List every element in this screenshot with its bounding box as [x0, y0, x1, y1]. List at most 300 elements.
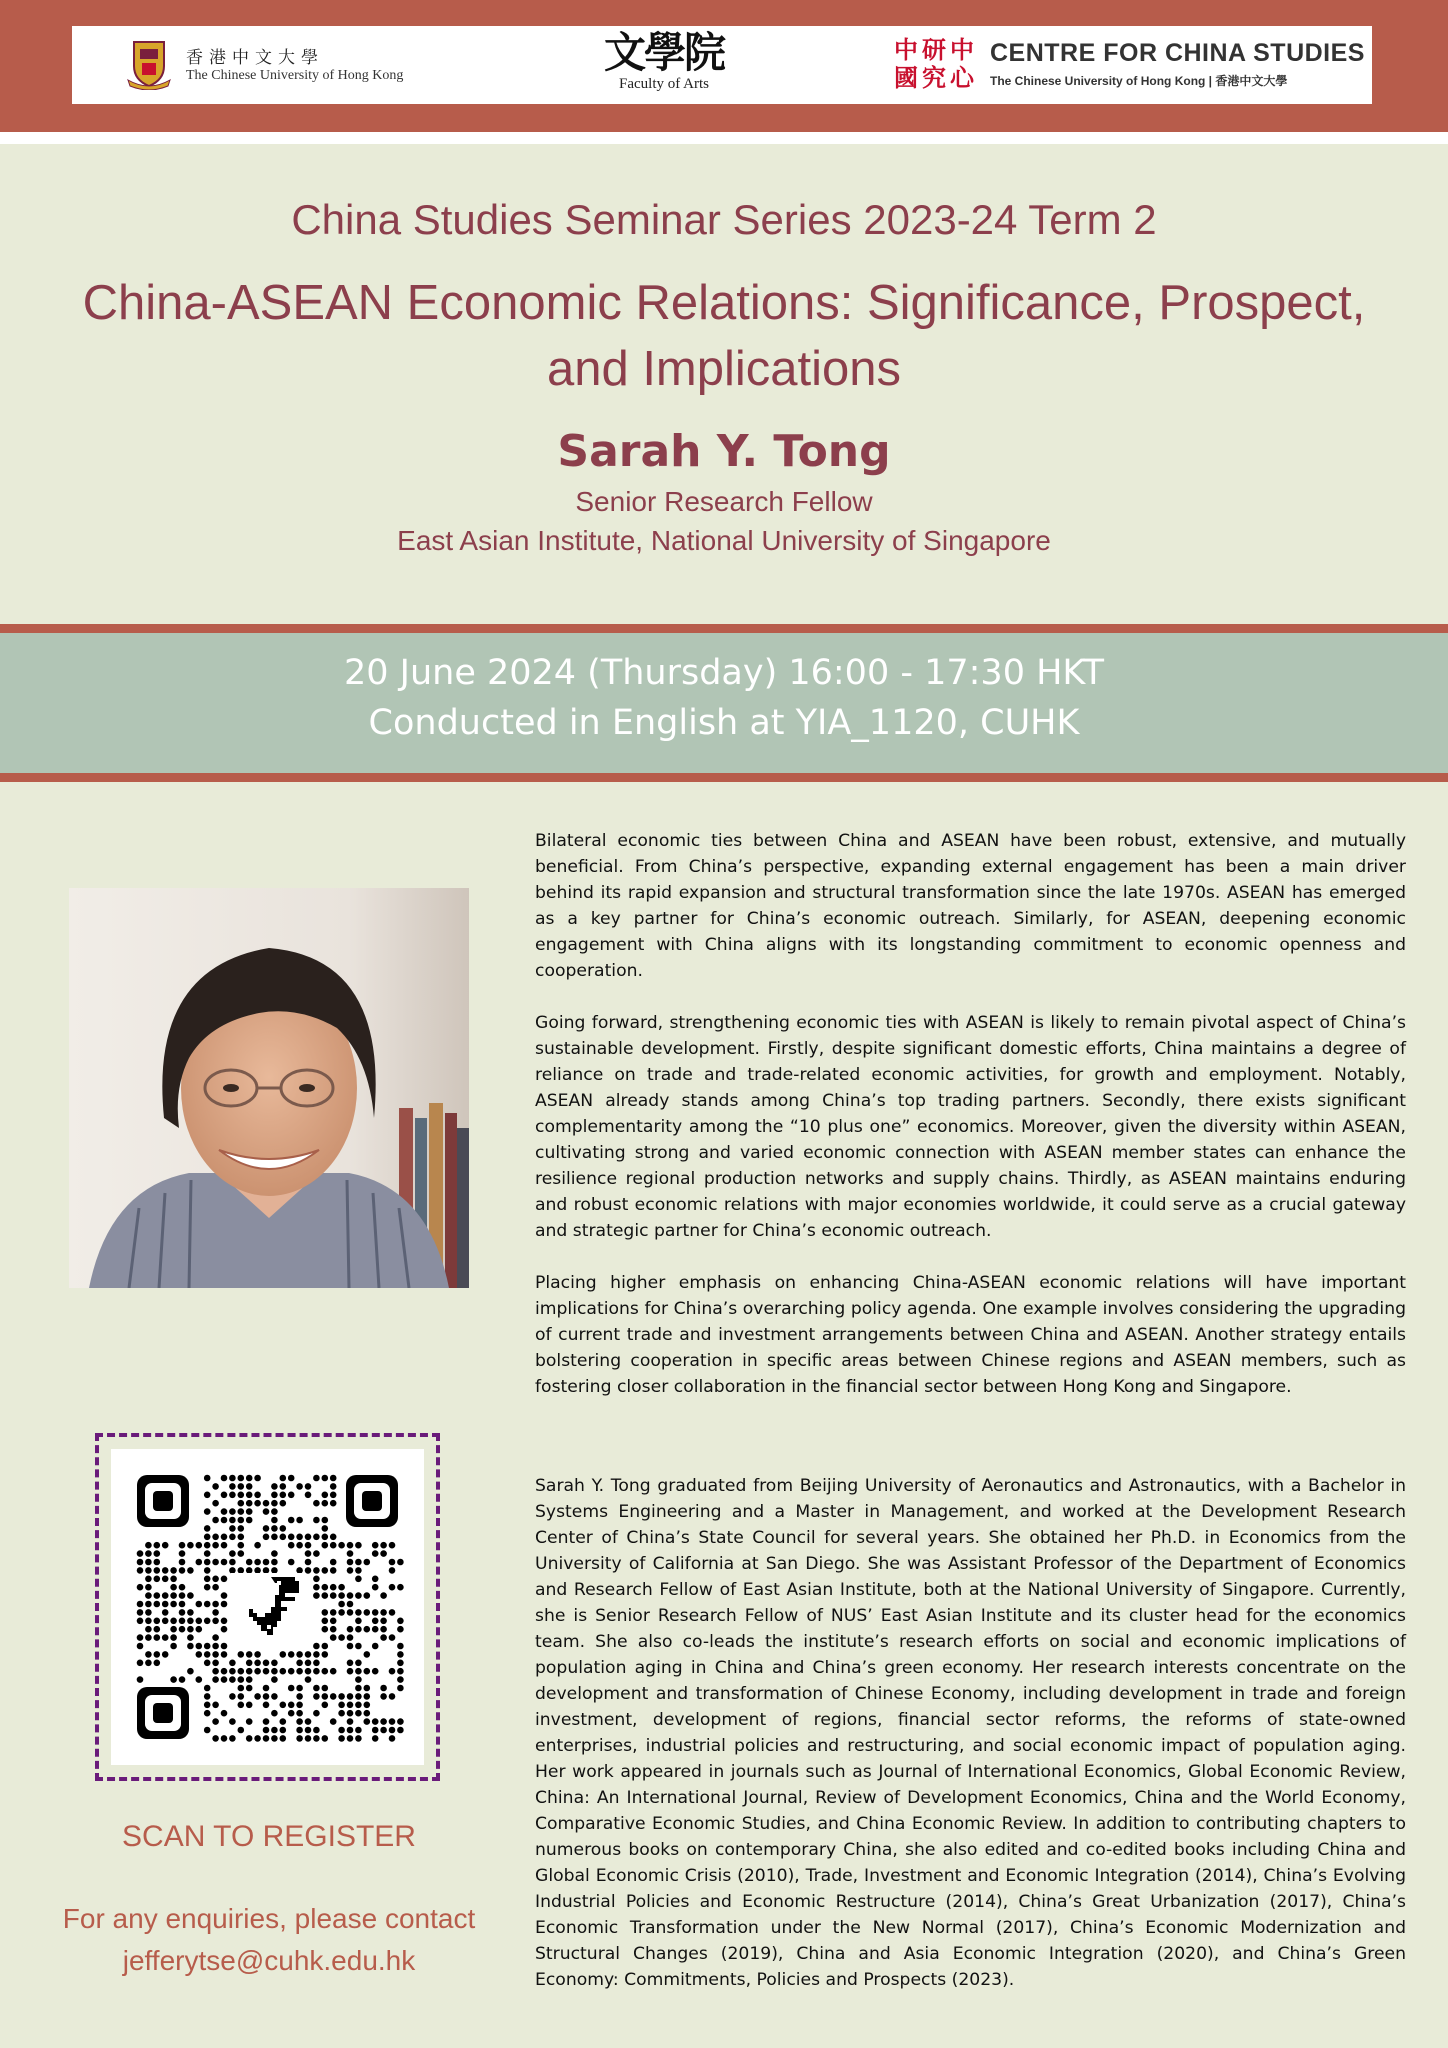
qr-module	[288, 1534, 295, 1541]
qr-module	[330, 1618, 337, 1625]
qr-module	[170, 1576, 177, 1583]
qr-module	[196, 1651, 203, 1658]
speaker-organization: East Asian Institute, National University of Singapore	[397, 525, 1051, 556]
qr-module	[364, 1693, 371, 1700]
qr-module	[238, 1651, 245, 1658]
qr-module	[313, 1651, 320, 1658]
qr-module	[347, 1727, 354, 1734]
qr-module	[380, 1693, 387, 1700]
qr-module	[263, 1500, 270, 1507]
qr-module	[187, 1643, 194, 1650]
qr-module	[280, 1735, 287, 1742]
qr-module	[296, 1693, 303, 1700]
qr-module	[330, 1475, 337, 1482]
qr-module	[296, 1567, 303, 1574]
qr-module	[212, 1651, 219, 1658]
qr-module	[246, 1483, 253, 1490]
qr-module	[347, 1668, 354, 1675]
qr-module	[271, 1508, 278, 1515]
qr-module	[162, 1567, 169, 1574]
qr-module	[296, 1702, 303, 1709]
ccs-subtitle: The Chinese University of Hong Kong | 香港中文大學	[990, 74, 1288, 88]
abstract	[535, 828, 1406, 1426]
qr-module	[154, 1601, 161, 1608]
qr-module	[322, 1500, 329, 1507]
qr-module	[204, 1508, 211, 1515]
qr-module	[313, 1592, 320, 1599]
qr-module	[296, 1727, 303, 1734]
qr-module	[364, 1592, 371, 1599]
qr-module	[137, 1643, 144, 1650]
qr-module	[187, 1592, 194, 1599]
qr-module	[322, 1542, 329, 1549]
qr-module	[355, 1542, 362, 1549]
qr-module	[288, 1542, 295, 1549]
abstract-paragraph: Placing higher emphasis on enhancing China-ASEAN economic relations will have important implications for China’s overarching policy agenda. One example involves considering the upgrading of current trade and investment arrangements between China and ASEAN. Another strategy entails bolstering cooperation in specific areas between Chinese regions and ASEAN members, such as fostering closer collaboration in the financial sector between Hong Kong and Singapore.	[535, 1273, 1406, 1397]
qr-module	[204, 1567, 211, 1574]
qr-module	[137, 1618, 144, 1625]
arts-logo-glyphs: 文學院	[604, 28, 725, 77]
qr-module	[221, 1517, 228, 1524]
qr-module	[347, 1718, 354, 1725]
qr-module	[221, 1626, 228, 1633]
qr-module	[330, 1492, 337, 1499]
qr-module	[162, 1601, 169, 1608]
date-band	[0, 633, 1448, 773]
qr-module	[389, 1584, 396, 1591]
qr-module	[355, 1735, 362, 1742]
ccs-mark-char: 中	[894, 36, 918, 64]
qr-module	[187, 1668, 194, 1675]
qr-module	[322, 1693, 329, 1700]
qr-module	[355, 1618, 362, 1625]
logo-strip	[72, 26, 1372, 104]
event-datetime: 20 June 2024 (Thursday) 16:00 - 17:30 HKT	[343, 653, 1105, 693]
qr-module	[263, 1727, 270, 1734]
qr-module	[229, 1668, 236, 1675]
qr-module	[347, 1693, 354, 1700]
qr-module	[338, 1735, 345, 1742]
qr-module	[204, 1542, 211, 1549]
qr-module	[355, 1609, 362, 1616]
qr-module	[271, 1559, 278, 1566]
qr-module	[212, 1500, 219, 1507]
qr-module	[380, 1550, 387, 1557]
qr-module	[212, 1643, 219, 1650]
registration-qr-code[interactable]	[111, 1449, 424, 1765]
qr-module	[364, 1668, 371, 1675]
qr-module	[313, 1710, 320, 1717]
qr-module	[372, 1643, 379, 1650]
qr-module	[145, 1576, 152, 1583]
qr-module	[347, 1542, 354, 1549]
qr-module	[154, 1634, 161, 1641]
qr-module	[154, 1626, 161, 1633]
qr-module	[254, 1567, 261, 1574]
qr-module	[137, 1567, 144, 1574]
qr-module	[280, 1702, 287, 1709]
qr-module	[338, 1710, 345, 1717]
qr-module	[322, 1643, 329, 1650]
qr-module	[154, 1618, 161, 1625]
qr-module	[389, 1542, 396, 1549]
qr-module	[246, 1651, 253, 1658]
qr-module	[254, 1500, 261, 1507]
qr-module	[271, 1567, 278, 1574]
qr-module	[204, 1475, 211, 1482]
qr-module	[296, 1651, 303, 1658]
qr-module	[355, 1576, 362, 1583]
qr-module	[397, 1626, 404, 1633]
qr-module	[313, 1693, 320, 1700]
qr-module	[288, 1702, 295, 1709]
qr-module	[162, 1592, 169, 1599]
qr-module	[246, 1500, 253, 1507]
qr-module	[196, 1643, 203, 1650]
qr-module	[238, 1727, 245, 1734]
qr-module	[364, 1559, 371, 1566]
cuhk-crest-icon	[124, 36, 174, 90]
qr-module	[229, 1559, 236, 1566]
qr-module	[221, 1492, 228, 1499]
qr-module	[221, 1651, 228, 1658]
qr-module	[263, 1660, 270, 1667]
qr-module	[364, 1609, 371, 1616]
qr-module	[254, 1559, 261, 1566]
qr-module	[305, 1492, 312, 1499]
qr-module	[355, 1626, 362, 1633]
qr-module	[196, 1676, 203, 1683]
qr-module	[137, 1584, 144, 1591]
qr-module	[338, 1634, 345, 1641]
qr-module	[389, 1609, 396, 1616]
qr-module	[305, 1534, 312, 1541]
qr-module	[355, 1559, 362, 1566]
qr-module	[397, 1651, 404, 1658]
qr-module	[355, 1710, 362, 1717]
qr-module	[238, 1525, 245, 1532]
qr-module	[372, 1584, 379, 1591]
qr-module	[229, 1508, 236, 1515]
qr-module	[263, 1685, 270, 1692]
qr-module	[313, 1534, 320, 1541]
cuhk-name-en: The Chinese University of Hong Kong	[186, 67, 404, 83]
qr-module	[372, 1727, 379, 1734]
qr-module	[288, 1517, 295, 1524]
ccs-mark-char: 究	[922, 64, 946, 92]
qr-module	[355, 1727, 362, 1734]
qr-module	[313, 1517, 320, 1524]
qr-module	[397, 1618, 404, 1625]
qr-module	[179, 1609, 186, 1616]
qr-module	[221, 1601, 228, 1608]
qr-module	[162, 1618, 169, 1625]
qr-module	[397, 1718, 404, 1725]
qr-module	[330, 1534, 337, 1541]
qr-module	[313, 1660, 320, 1667]
qr-module	[145, 1651, 152, 1658]
qr-module	[347, 1735, 354, 1742]
qr-module	[263, 1668, 270, 1675]
qr-module	[229, 1718, 236, 1725]
qr-module	[263, 1735, 270, 1742]
qr-module	[372, 1618, 379, 1625]
qr-module	[212, 1609, 219, 1616]
qr-module	[179, 1601, 186, 1608]
qr-module	[397, 1676, 404, 1683]
qr-module	[221, 1542, 228, 1549]
qr-module	[280, 1668, 287, 1675]
qr-module	[145, 1634, 152, 1641]
qr-module	[254, 1668, 261, 1675]
qr-module	[288, 1651, 295, 1658]
event-venue: Conducted in English at YIA_1120, CUHK	[368, 703, 1080, 743]
qr-module	[355, 1660, 362, 1667]
header-divider	[0, 132, 1448, 144]
qr-module	[212, 1559, 219, 1566]
qr-module	[288, 1559, 295, 1566]
qr-module	[145, 1618, 152, 1625]
abstract-paragraph: Going forward, strengthening economic ties with ASEAN is likely to remain pivotal aspect of China’s sustainable development. Firstly, despite significant domestic efforts, China maintains a degree of reliance on trade and trade-related economic activities, for growth and employment. Notably, ASEAN already stands among China’s top trading partners. Secondly, there exists significant complementarity among the “10 plus one” economics. Moreover, given the diversity within ASEAN, cultivating strong and varied economic connection with ASEAN member states can enhance the resilience regional production networks and supply chains. Thirdly, as ASEAN maintains enduring and robust economic relations with major economies worldwide, it could serve as a crucial gateway and strategic partner for China’s economic outreach.	[535, 1013, 1406, 1241]
qr-module	[305, 1660, 312, 1667]
ccs-mark-char: 中	[950, 36, 974, 64]
qr-module	[238, 1550, 245, 1557]
qr-module	[364, 1685, 371, 1692]
qr-module	[364, 1626, 371, 1633]
qr-module	[263, 1525, 270, 1532]
qr-module	[305, 1651, 312, 1658]
qr-module	[221, 1668, 228, 1675]
qr-module	[170, 1567, 177, 1574]
qr-module	[254, 1492, 261, 1499]
qr-module	[313, 1550, 320, 1557]
qr-module	[179, 1626, 186, 1633]
qr-module	[263, 1559, 270, 1566]
qr-module	[246, 1702, 253, 1709]
qr-module	[330, 1693, 337, 1700]
qr-module	[330, 1584, 337, 1591]
qr-module	[212, 1634, 219, 1641]
qr-module	[137, 1609, 144, 1616]
qr-module	[389, 1718, 396, 1725]
qr-module	[355, 1668, 362, 1675]
qr-module	[355, 1676, 362, 1683]
qr-module	[137, 1676, 144, 1683]
qr-module	[238, 1542, 245, 1549]
qr-code-icon[interactable]	[111, 1449, 424, 1765]
qr-module	[296, 1685, 303, 1692]
qr-module	[296, 1710, 303, 1717]
qr-module	[389, 1735, 396, 1742]
qr-module	[355, 1567, 362, 1574]
ccs-mark	[892, 36, 976, 92]
qr-module	[170, 1676, 177, 1683]
qr-module	[364, 1702, 371, 1709]
qr-module	[145, 1601, 152, 1608]
qr-module	[355, 1685, 362, 1692]
qr-module	[154, 1559, 161, 1566]
qr-module	[397, 1584, 404, 1591]
speaker-photo	[69, 888, 469, 1288]
qr-module	[204, 1550, 211, 1557]
qr-module	[347, 1609, 354, 1616]
qr-module	[347, 1710, 354, 1717]
qr-module	[280, 1492, 287, 1499]
qr-module	[170, 1601, 177, 1608]
qr-module	[204, 1618, 211, 1625]
qr-module	[347, 1702, 354, 1709]
qr-module	[154, 1592, 161, 1599]
qr-module	[204, 1534, 211, 1541]
qr-module	[322, 1685, 329, 1692]
qr-module	[372, 1626, 379, 1633]
qr-module	[347, 1592, 354, 1599]
qr-module	[137, 1634, 144, 1641]
qr-module	[221, 1735, 228, 1742]
qr-module	[330, 1668, 337, 1675]
qr-module	[204, 1643, 211, 1650]
qr-module	[229, 1550, 236, 1557]
qr-module	[338, 1542, 345, 1549]
qr-module	[271, 1676, 278, 1683]
qr-module	[355, 1592, 362, 1599]
ccs-mark-char: 研	[922, 36, 946, 64]
qr-module	[330, 1483, 337, 1490]
qr-module	[179, 1584, 186, 1591]
qr-module	[162, 1634, 169, 1641]
qr-module	[162, 1609, 169, 1616]
qr-module	[322, 1735, 329, 1742]
qr-module	[372, 1550, 379, 1557]
qr-module	[196, 1618, 203, 1625]
qr-module	[238, 1685, 245, 1692]
qr-module	[162, 1576, 169, 1583]
qr-module	[330, 1592, 337, 1599]
qr-module	[229, 1693, 236, 1700]
qr-module	[145, 1559, 152, 1566]
qr-module	[246, 1735, 253, 1742]
qr-module	[246, 1517, 253, 1524]
qr-module	[170, 1643, 177, 1650]
speaker-name: Sarah Y. Tong	[557, 426, 891, 477]
qr-module	[305, 1542, 312, 1549]
speaker-portrait-icon	[69, 888, 469, 1288]
qr-module	[212, 1676, 219, 1683]
qr-module	[238, 1567, 245, 1574]
qr-module	[238, 1668, 245, 1675]
qr-module	[204, 1685, 211, 1692]
qr-module	[145, 1592, 152, 1599]
qr-module	[212, 1735, 219, 1742]
qr-module	[330, 1609, 337, 1616]
qr-module	[204, 1601, 211, 1608]
centre-for-china-studies-logo	[892, 36, 1365, 92]
qr-module	[246, 1567, 253, 1574]
qr-module	[313, 1475, 320, 1482]
registration-qr-frame[interactable]	[95, 1433, 440, 1781]
qr-module	[170, 1634, 177, 1641]
qr-module	[246, 1718, 253, 1725]
ccs-mark-char: 國	[894, 64, 918, 92]
qr-module	[338, 1693, 345, 1700]
qr-module	[372, 1542, 379, 1549]
qr-module	[204, 1660, 211, 1667]
qr-module	[380, 1592, 387, 1599]
qr-module	[271, 1727, 278, 1734]
qr-module	[305, 1718, 312, 1725]
qr-module	[313, 1576, 320, 1583]
qr-module	[145, 1660, 152, 1667]
qr-module	[364, 1651, 371, 1658]
qr-module	[380, 1618, 387, 1625]
cuhk-name-zh: 香港中文大學	[186, 47, 324, 68]
qr-module	[296, 1534, 303, 1541]
qr-module	[221, 1676, 228, 1683]
qr-module	[347, 1643, 354, 1650]
qr-module	[170, 1618, 177, 1625]
qr-module	[397, 1559, 404, 1566]
qr-module	[322, 1534, 329, 1541]
qr-module	[254, 1693, 261, 1700]
qr-module	[347, 1660, 354, 1667]
qr-module	[246, 1676, 253, 1683]
qr-module	[204, 1492, 211, 1499]
qr-module	[204, 1727, 211, 1734]
qr-module	[229, 1525, 236, 1532]
qr-module	[179, 1618, 186, 1625]
qr-module	[246, 1475, 253, 1482]
qr-module	[389, 1668, 396, 1675]
qr-module	[280, 1651, 287, 1658]
qr-module	[389, 1559, 396, 1566]
qr-module	[204, 1559, 211, 1566]
arts-logo-label: Faculty of Arts	[619, 76, 709, 92]
qr-module	[170, 1584, 177, 1591]
qr-module	[137, 1559, 144, 1566]
qr-module	[380, 1685, 387, 1692]
talk-title: China-ASEAN Economic Relations: Significance, Prospect, and Implications	[82, 276, 1366, 396]
qr-module	[221, 1534, 228, 1541]
qr-module	[347, 1634, 354, 1641]
qr-module	[196, 1559, 203, 1566]
qr-module	[338, 1609, 345, 1616]
qr-module	[179, 1550, 186, 1557]
qr-module	[271, 1525, 278, 1532]
qr-module	[229, 1483, 236, 1490]
contact-email-link[interactable]: jefferytse@cuhk.edu.hk	[122, 1945, 416, 1976]
qr-module	[221, 1576, 228, 1583]
qr-module	[238, 1508, 245, 1515]
qr-module	[271, 1483, 278, 1490]
qr-module	[313, 1685, 320, 1692]
qr-module	[389, 1727, 396, 1734]
qr-module	[338, 1601, 345, 1608]
qr-module	[347, 1601, 354, 1608]
qr-module	[347, 1567, 354, 1574]
qr-module	[204, 1584, 211, 1591]
qr-module	[254, 1660, 261, 1667]
qr-module	[145, 1542, 152, 1549]
qr-module	[137, 1660, 144, 1667]
qr-module	[238, 1702, 245, 1709]
scan-to-register-label: SCAN TO REGISTER	[122, 1820, 416, 1853]
qr-module	[179, 1676, 186, 1683]
qr-module	[154, 1576, 161, 1583]
enquiry-line: For any enquiries, please contact	[62, 1903, 476, 1934]
date-band-top-line	[0, 624, 1448, 633]
qr-module	[254, 1651, 261, 1658]
qr-module	[288, 1710, 295, 1717]
